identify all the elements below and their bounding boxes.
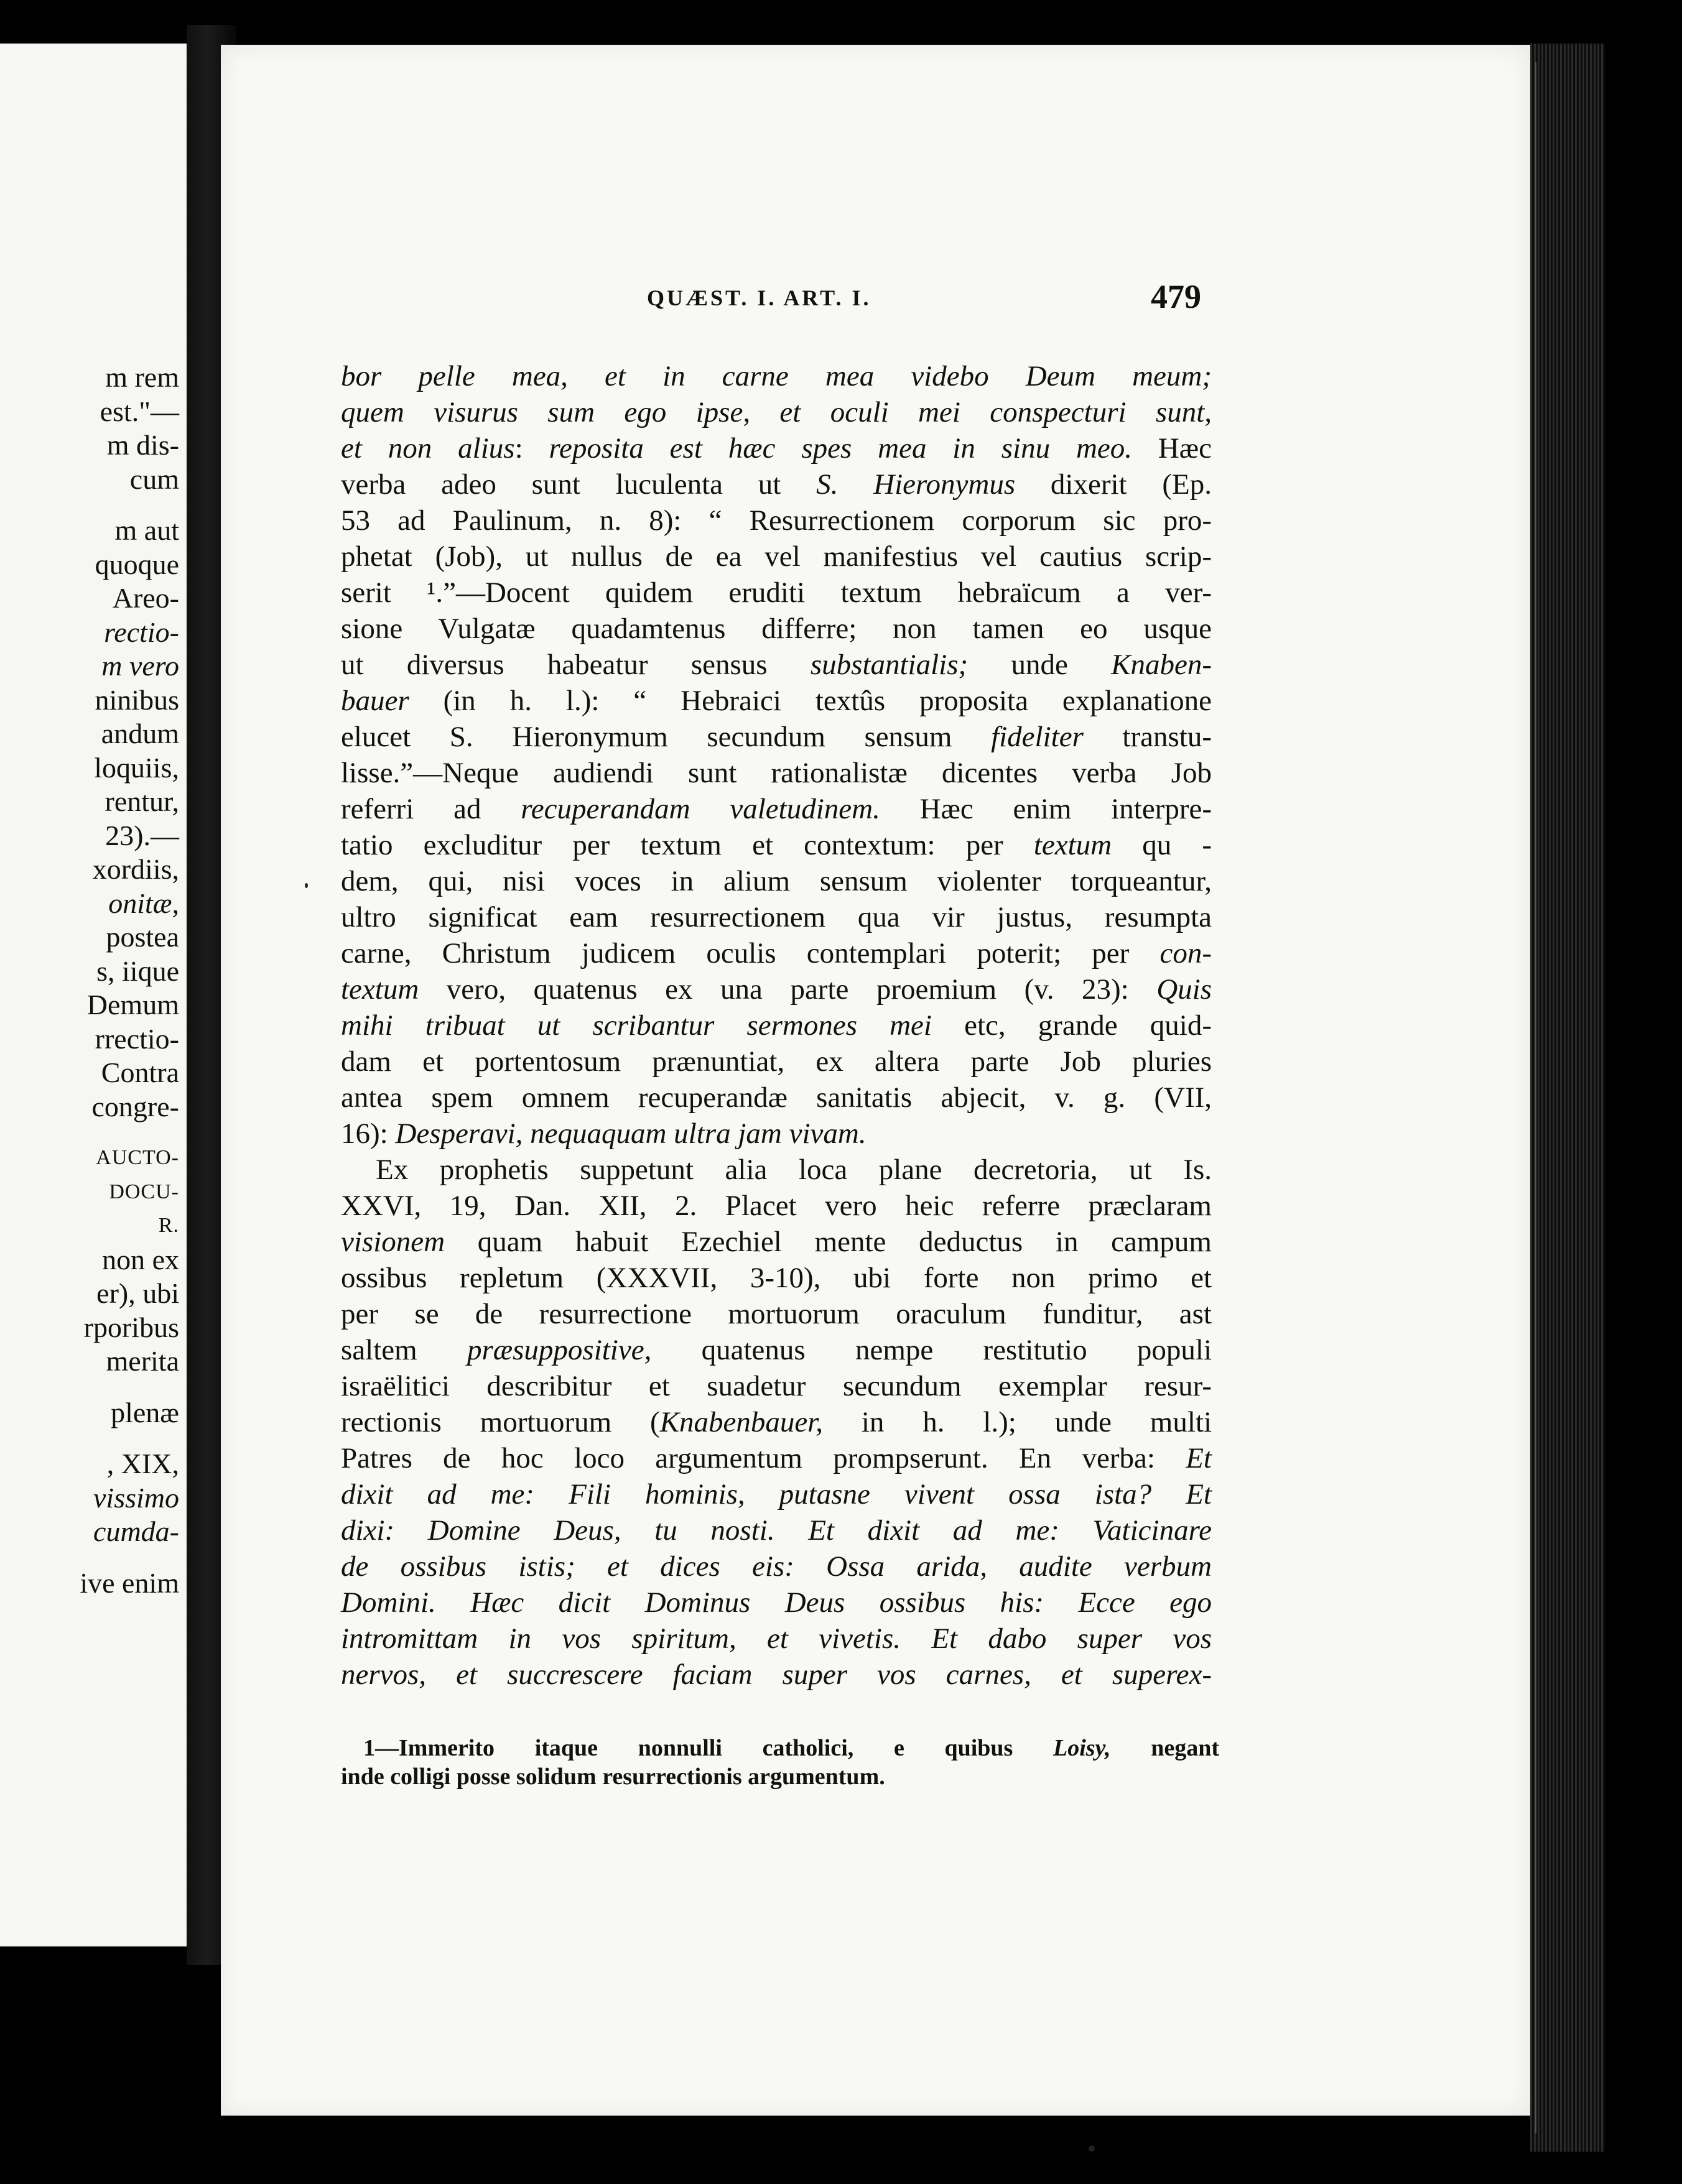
italic-text: Knabenbauer, [659, 1406, 824, 1438]
left-page-line: , XIX, [106, 1448, 179, 1479]
italic-text: Domini. Hæc dicit Dominus Deus ossibus his: Ecce ego [341, 1586, 1212, 1619]
left-page-line: ive enim [80, 1566, 179, 1599]
text-line [341, 575, 1212, 611]
roman-text: dam et portentosum prænuntiat, ex altera parte Job pluries [341, 1045, 1212, 1078]
italic-text: et non alius [341, 432, 515, 465]
left-line-gap [80, 1379, 179, 1396]
left-page-line: andum [101, 718, 179, 749]
left-page-line: quoque [95, 548, 179, 580]
left-page-line: m rem [105, 361, 179, 393]
roman-text: per se de resurrectione mortuorum oraculum funditur, ast [341, 1298, 1212, 1330]
left-page-line: vissimo [93, 1481, 179, 1514]
roman-text: saltem [341, 1334, 467, 1366]
left-page-text [80, 361, 179, 1600]
left-line-gap [80, 496, 179, 514]
text-line [341, 719, 1212, 755]
text-line [341, 502, 1212, 539]
text-line [341, 1476, 1212, 1512]
italic-text: textum [1033, 829, 1112, 861]
italic-text: de ossibus istis; et dices eis: Ossa arida, audite verbum [341, 1550, 1212, 1583]
left-page-line: non ex [102, 1243, 179, 1275]
roman-text: phetat (Job), ut nullus de ea vel manifestius vel cautius scrip- [341, 540, 1212, 573]
roman-text: Hæc [1132, 432, 1212, 465]
italic-text: bauer [341, 685, 409, 717]
roman-text: israëlitici describitur et suadetur secundum exemplar resur- [341, 1370, 1212, 1402]
text-line [341, 1332, 1212, 1368]
text-line [341, 1116, 1212, 1152]
left-page-line: xordiis, [92, 853, 179, 885]
roman-text: transtu- [1083, 721, 1212, 753]
text-line [341, 827, 1212, 863]
roman-text: referri ad [341, 793, 521, 825]
italic-text: textum [341, 973, 419, 1006]
left-page-line: rectio- [104, 616, 179, 648]
left-page-line: AUCTO- [96, 1146, 179, 1169]
footnote-block [341, 1734, 1219, 1791]
roman-text: verba adeo sunt luculenta ut [341, 468, 817, 501]
left-page-line: rporibus [83, 1311, 179, 1343]
left-page-fragment [0, 44, 190, 1946]
scan-speck [1089, 2145, 1095, 2152]
roman-text: tatio excluditur per textum et contextum: per [341, 829, 1034, 861]
left-page-line: R. [158, 1214, 179, 1237]
left-page-line: plenæ [111, 1396, 179, 1428]
roman-text: ultro significat eam resurrectionem qua vir justus, resumpta [341, 901, 1212, 933]
italic-text: con- [1159, 937, 1212, 969]
roman-text: Patres de hoc loco argumentum prompserunt. En verba: [341, 1442, 1186, 1474]
text-line [341, 791, 1212, 827]
text-line [341, 1188, 1212, 1224]
roman-text: elucet S. Hieronymum secundum sensum [341, 721, 992, 753]
scan-speck [305, 883, 308, 888]
italic-text: bor pelle mea, et in carne mea videbo Deum meum; [341, 360, 1212, 392]
roman-text: XXVI, 19, Dan. XII, 2. Placet vero heic referre præclaram [341, 1190, 1212, 1222]
left-page-line: m dis- [106, 429, 179, 461]
roman-text: (in h. l.): “ Hebraici textûs proposita explanatione [409, 685, 1212, 717]
roman-text: inde colligi posse solidum resurrectionis argumentum. [341, 1764, 885, 1790]
roman-text: sione Vulgatæ quadamtenus differre; non tamen eo usque [341, 613, 1212, 645]
text-line [341, 1512, 1212, 1548]
left-page-line: cumda- [93, 1515, 179, 1547]
roman-text: lisse.”—Neque audiendi sunt rationalistæ dicentes verba Job [341, 757, 1212, 789]
left-page-line: Contra [101, 1057, 179, 1088]
text-line [341, 1621, 1212, 1657]
italic-text: visionem [341, 1226, 445, 1258]
left-page-line: er), ubi [96, 1277, 179, 1309]
left-page-line: Demum [86, 989, 179, 1020]
roman-text: quatenus nempe restitutio populi [651, 1334, 1212, 1366]
italic-text: dixit ad me: Fili hominis, putasne vivent ossa ista? Et [341, 1478, 1212, 1511]
roman-text: unde [968, 649, 1112, 681]
text-line [341, 1224, 1212, 1260]
left-page-line: Areo- [112, 582, 179, 614]
italic-text: Desperavi, nequaquam ultra jam vivam. [395, 1117, 867, 1150]
left-page-line: s, iique [96, 955, 179, 987]
italic-text: Et [1186, 1442, 1212, 1474]
left-line-gap [80, 1124, 179, 1141]
roman-text: dixerit (Ep. [1015, 468, 1212, 501]
text-line [341, 1296, 1212, 1332]
left-page-line: rrectio- [95, 1022, 179, 1055]
page-edge-line [1535, 62, 1536, 2133]
left-page-line: onitæ, [108, 887, 179, 919]
text-line [341, 466, 1212, 502]
roman-text: etc, grande quid- [931, 1009, 1212, 1042]
italic-text: fideliter [991, 721, 1084, 753]
running-head: QUÆST. I. ART. I. [647, 285, 871, 310]
roman-text: : [514, 432, 549, 465]
italic-text: mihi tribuat ut scribantur sermones mei [341, 1009, 932, 1042]
left-page-line: m vero [101, 650, 179, 682]
left-page-line: est."— [100, 395, 179, 427]
text-line [341, 899, 1212, 935]
left-line-gap [80, 1430, 179, 1447]
left-page-line: DOCU- [109, 1180, 179, 1203]
footnote-line [341, 1762, 1219, 1791]
roman-text: ossibus repletum (XXXVII, 3-10), ubi forte non primo et [341, 1262, 1212, 1294]
roman-text: ut diversus habeatur sensus [341, 649, 811, 681]
text-line [341, 1368, 1212, 1404]
roman-text: negant [1110, 1735, 1219, 1761]
left-line-gap [80, 1549, 179, 1566]
roman-text: rectionis mortuorum ( [341, 1406, 660, 1438]
text-line [341, 1152, 1212, 1188]
italic-text: S. Hieronymus [816, 468, 1016, 501]
text-line [341, 1440, 1212, 1476]
left-page-line: loquiis, [94, 751, 179, 784]
left-page-line: postea [106, 921, 179, 953]
text-line [341, 430, 1212, 466]
text-line [341, 1007, 1212, 1043]
italic-text: recuperandam valetudinem. [521, 793, 880, 825]
roman-text: qu - [1112, 829, 1212, 861]
text-line [341, 935, 1212, 971]
roman-text: quam habuit Ezechiel mente deductus in campum [445, 1226, 1212, 1258]
text-line [341, 863, 1212, 899]
text-line [341, 1043, 1212, 1080]
text-line [341, 647, 1212, 683]
text-line [341, 1080, 1212, 1116]
roman-text: carne, Christum judicem oculis contemplari poterit; per [341, 937, 1160, 969]
roman-text: in h. l.); unde multi [823, 1406, 1212, 1438]
italic-text: nervos, et succrescere faciam super vos carnes, et superex- [341, 1659, 1212, 1691]
text-line [341, 755, 1212, 791]
roman-text: 1—Immerito itaque nonnulli catholici, e quibus [363, 1735, 1054, 1761]
text-line [341, 1548, 1212, 1585]
book-page-edges [1530, 44, 1605, 2152]
text-line [341, 1585, 1212, 1621]
roman-text: antea spem omnem recuperandæ sanitatis abjecit, v. g. (VII, [341, 1081, 1212, 1114]
text-line [341, 611, 1212, 647]
left-page-line: 23).— [105, 819, 179, 851]
left-page-line: congre- [91, 1090, 179, 1122]
text-line [341, 971, 1212, 1007]
left-page-line: cum [129, 463, 179, 495]
italic-text: intromittam in vos spiritum, et vivetis. Et dabo super vos [341, 1622, 1212, 1655]
roman-text: dem, qui, nisi voces in alium sensum violenter torqueantur, [341, 865, 1212, 897]
left-page-line: merita [106, 1345, 179, 1377]
footnote-line [341, 1734, 1219, 1762]
roman-text: serit ¹.”—Docent quidem eruditi textum hebraïcum a ver- [341, 576, 1212, 609]
italic-text: Quis [1156, 973, 1212, 1006]
text-line [341, 358, 1212, 394]
italic-text: substantialis; [810, 649, 969, 681]
italic-text: quem visurus sum ego ipse, et oculi mei conspecturi sunt, [341, 396, 1212, 428]
left-page-line: ninibus [95, 683, 179, 716]
italic-text: Loisy, [1053, 1735, 1111, 1761]
main-text-block [341, 358, 1212, 1693]
roman-text: Hæc enim interpre- [880, 793, 1212, 825]
text-line [341, 539, 1212, 575]
text-line [341, 1260, 1212, 1296]
roman-text: vero, quatenus ex una parte proemium (v. 23): [419, 973, 1157, 1006]
text-line [341, 1404, 1212, 1440]
text-line [341, 683, 1212, 719]
left-page-line: rentur, [105, 785, 179, 817]
italic-text: Knaben- [1111, 649, 1212, 681]
left-page-line: m aut [114, 514, 179, 546]
roman-text: 16): [341, 1117, 396, 1150]
italic-text: præsuppositive, [467, 1334, 652, 1366]
italic-text: reposita est hæc spes mea in sinu meo. [549, 432, 1132, 465]
italic-text: dixi: Domine Deus, tu nosti. Et dixit ad me: Vaticinare [341, 1514, 1212, 1547]
text-line [341, 1657, 1212, 1693]
roman-text: 53 ad Paulinum, n. 8): “ Resurrectionem corporum sic pro- [341, 504, 1212, 537]
roman-text: Ex prophetis suppetunt alia loca plane decretoria, ut Is. [376, 1154, 1212, 1186]
text-line [341, 394, 1212, 430]
page-number: 479 [1151, 278, 1201, 315]
